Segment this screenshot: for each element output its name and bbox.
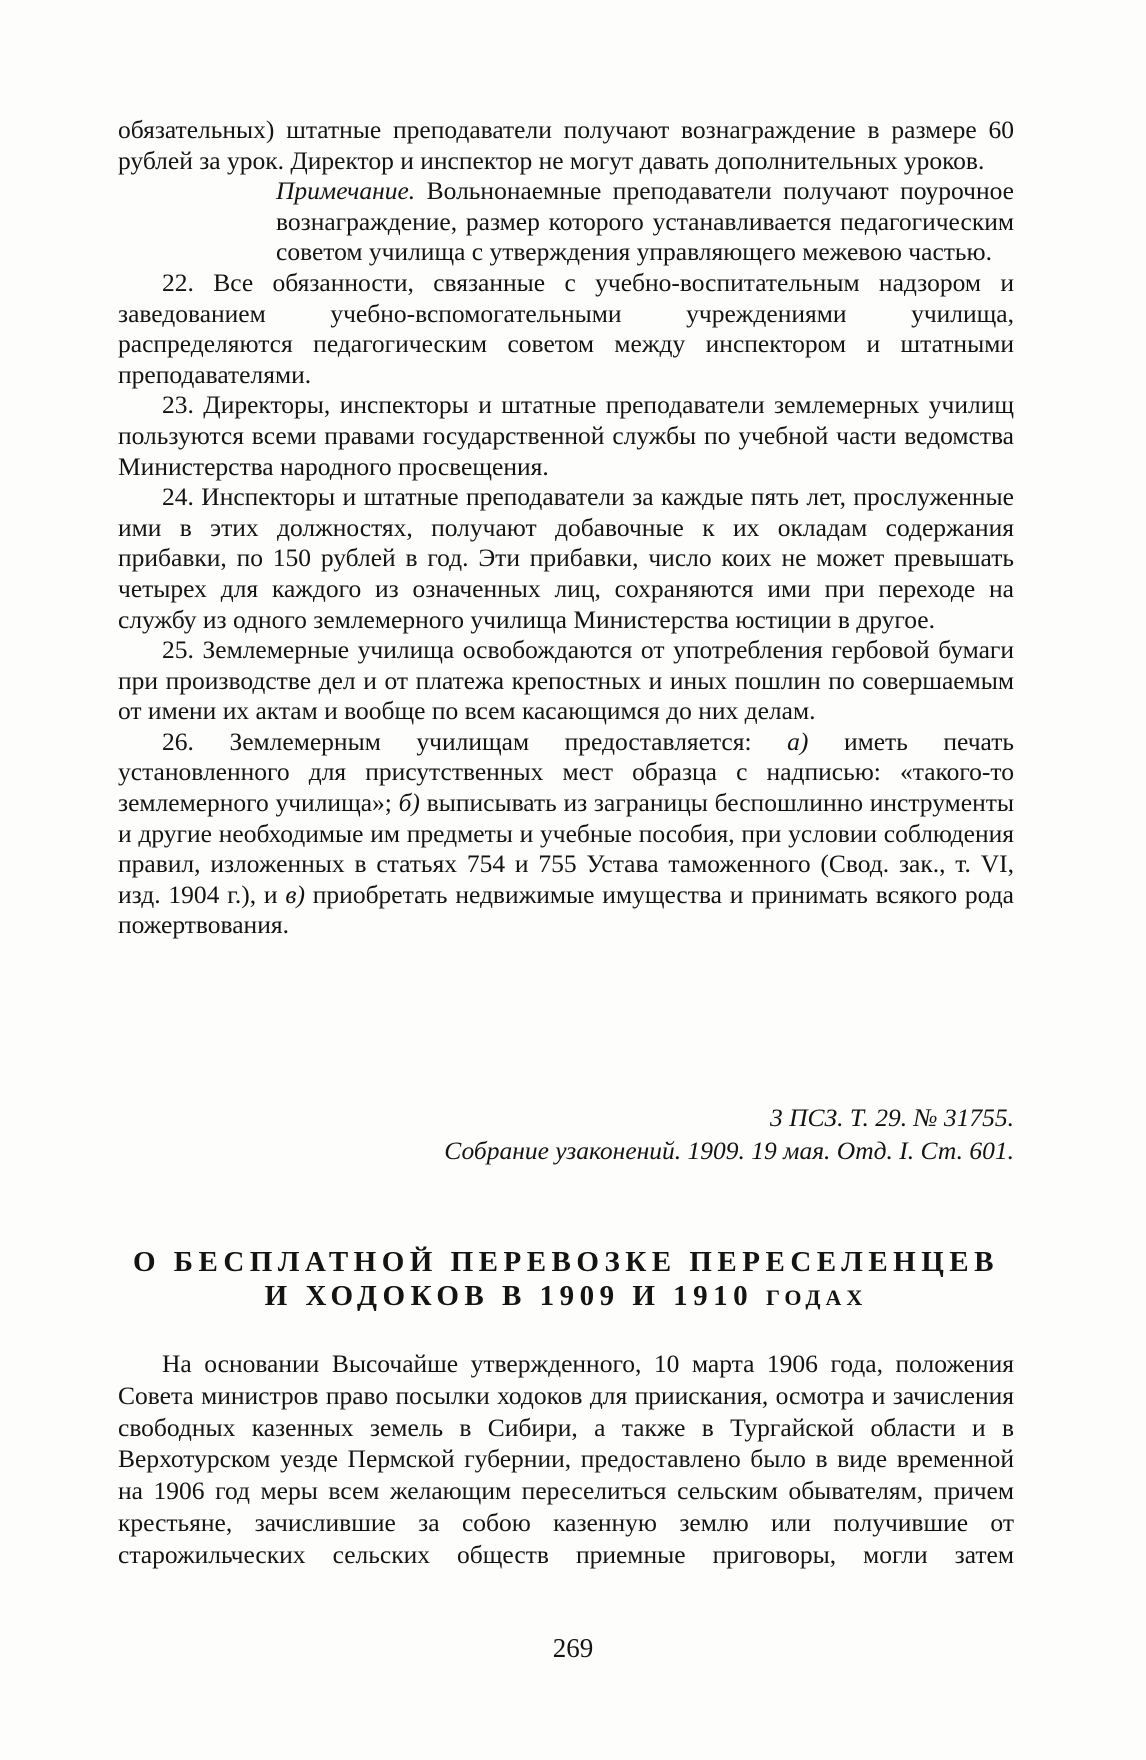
heading-line-2-main: И ХОДОКОВ В 1909 И 1910 — [264, 1280, 754, 1312]
section-heading — [118, 1245, 1014, 1315]
section-2-text — [118, 1348, 1014, 1571]
note-label: Примечание. — [276, 176, 416, 206]
section-2-paragraph: На основании Высочайше утвержденного, 10 марта 1906 года, положения Совета министров право посылки ходоков для приискания, осмотра и зачисления свободных казенных земель в Сибири, а также в Тургайской области и в Верхотурском уезде Пермской губернии, предоставлено было в виде временной на 1906 год меры всем желающим переселиться сельским обывателям, причем крестьяне, зачислившие за собою казенную землю или получившие от старожильческих сельских обществ приемные приговоры, могли затем — [118, 1349, 1014, 1569]
heading-line-2 — [118, 1279, 1014, 1315]
heading-line-1: О БЕСПЛАТНОЙ ПЕРЕВОЗКЕ ПЕРЕСЕЛЕНЦЕВ — [133, 1246, 999, 1278]
article-26-part-1: 26. Землемерным училищам предоставляется: — [162, 726, 788, 756]
source-citation — [444, 1101, 1014, 1167]
article-26-part-3: выписывать из заграницы беспошлинно инструменты и другие необходимые им предметы и учебные пособия, при условии соблюдения правил, изложенных в статьях 754 и 755 Устава таможенного (Свод. зак., т. VI, изд. 1904 г.), и — [118, 788, 1014, 909]
article-26-mark-b: б) — [398, 788, 420, 818]
article-22: 22. Все обязанности, связанные с учебно-воспитательным надзором и заведованием учебно-вспомогательными учреждениями училища, распределяются педагогическим советом между инспектором и штатными преподавателями. — [118, 267, 1014, 389]
article-26-mark-a: а) — [787, 726, 809, 756]
main-text — [118, 115, 1014, 941]
article-23: 23. Директоры, инспекторы и штатные преподаватели землемерных училищ пользуются всеми правами государственной службы по учебной части ведомства Министерства народного просвещения. — [118, 390, 1014, 481]
heading-line-2-small: ГОДАХ — [765, 1285, 868, 1310]
article-26 — [118, 727, 1014, 941]
source-line-2: Собрание узаконений. 1909. 19 мая. Отд. I. Ст. 601. — [444, 1136, 1014, 1165]
page-number: 269 — [552, 1633, 594, 1663]
article-26-part-4: приобретать недвижимые имущества и принимать всякого рода пожертвования. — [118, 879, 1014, 940]
article-26-part-2: иметь печать установленного для присутственных мест образца с надписью: «такого-то землемерного училища»; — [118, 726, 1014, 818]
article-24: 24. Инспекторы и штатные преподаватели за каждые пять лет, прослуженные ими в этих должностях, получают добавочные к их окладам содержания прибавки, по 150 рублей в год. Эти прибавки, число коих не может превышать четырех для каждого из означенных лиц, сохраняются ими при переходе на службу из одного землемерного училища Министерства юстиции в другое. — [118, 482, 1014, 634]
note-text: Вольнонаемные преподаватели получают поурочное вознаграждение, размер которого устанавливается педагогическим советом училища с утверждения управляющего межевою частью. — [276, 176, 1014, 267]
note-paragraph — [276, 176, 1014, 268]
article-25: 25. Землемерные училища освобождаются от употребления гербовой бумаги при производстве дел и от платежа крепостных и иных пошлин по совершаемым от имени их актам и вообще по всем касающимся до них делам. — [118, 635, 1014, 726]
article-26-mark-c: в) — [285, 879, 305, 909]
intro-paragraph: обязательных) штатные преподаватели получают вознаграждение в размере 60 рублей за урок. Директор и инспектор не могут давать дополнительных уроков. — [118, 115, 1014, 175]
source-line-1: 3 ПСЗ. Т. 29. № 31755. — [769, 1103, 1014, 1132]
